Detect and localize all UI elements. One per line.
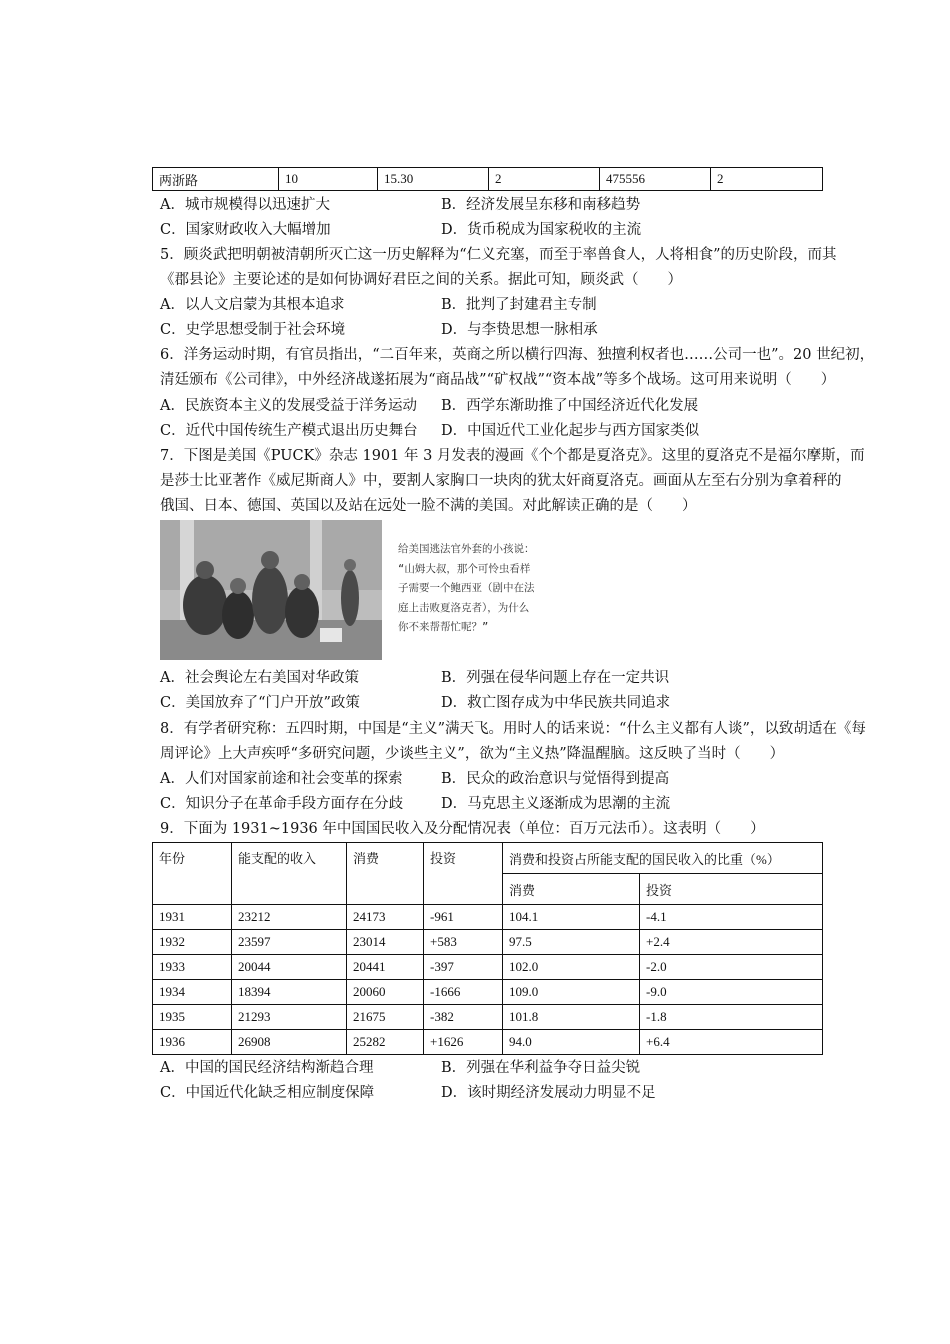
table-cell: 23597 [232, 930, 347, 955]
q5-stem-line: 《郡县论》主要论述的是如何协调好君臣之间的关系。据此可知，顾炎武（ ） [160, 272, 682, 288]
table-row [153, 1005, 823, 1030]
q6-stem-line: 清廷颁布《公司律》，中外经济战遂拓展为“商品战”“矿权战”“资本战”等多个战场。这可用来说明（ ） [160, 372, 836, 388]
table-subheader: 消费 [503, 874, 640, 905]
q8-stem-line: 8．有学者研究称：五四时期，中国是“主义”满天飞。用时人的话来说：“什么主义都有人谈”，以致胡适在《每 [160, 721, 866, 737]
table-row [153, 930, 823, 955]
table-cell: 15.30 [378, 168, 489, 191]
table-cell: -4.1 [640, 905, 823, 930]
table-cell: 2 [489, 168, 600, 191]
table-cell: -1666 [424, 980, 503, 1005]
caption-line: 庭上击败夏洛克者），为什么 [398, 601, 530, 614]
table-cell: 104.1 [503, 905, 640, 930]
table-cell: 2 [711, 168, 823, 191]
table-row [153, 905, 823, 930]
table-cell: 102.0 [503, 955, 640, 980]
table-cell: +583 [424, 930, 503, 955]
q4-option-b: B．经济发展呈东移和南移趋势 [441, 197, 641, 213]
q6-stem-line: 6．洋务运动时期，有官员指出，“二百年来，英商之所以横行四海、独擅利权者也……公司一也”。20 世纪初， [160, 347, 875, 363]
table-header: 年份 [153, 843, 232, 905]
table-cell: -961 [424, 905, 503, 930]
caption-line: 你不来帮帮忙呢？” [398, 621, 489, 633]
table-header: 能支配的收入 [232, 843, 347, 905]
q7-stem-line: 7．下图是美国《PUCK》杂志 1901 年 3 月发表的漫画《个个都是夏洛克》。这里的夏洛克不是福尔摩斯，而 [160, 448, 865, 464]
table-cell: -397 [424, 955, 503, 980]
table-cell: 101.8 [503, 1005, 640, 1030]
q9-option-b: B．列强在华利益争夺日益尖锐 [441, 1060, 641, 1076]
table-cell: +1626 [424, 1030, 503, 1055]
table-header: 消费和投资占所能支配的国民收入的比重（%） [503, 843, 823, 874]
cartoon-image [160, 520, 382, 660]
table-cell: +6.4 [640, 1030, 823, 1055]
table-cell: 109.0 [503, 980, 640, 1005]
caption-line: 给美国逃法官外套的小孩说： [398, 543, 535, 555]
table-cell: 21675 [347, 1005, 424, 1030]
table-cell: -2.0 [640, 955, 823, 980]
table-cell: 1931 [153, 905, 232, 930]
q4-option-a: A．城市规模得以迅速扩大 [160, 197, 330, 213]
table-cell: 23014 [347, 930, 424, 955]
q5-stem-line: 5．顾炎武把明朝被清朝所灭亡这一历史解释为“仁义充塞，而至于率兽食人，人将相食”的历史阶段，而其 [160, 247, 837, 263]
q8-stem-line: 周评论》上大声疾呼“多研究问题，少谈些主义”，欲为“主义热”降温醒脑。这反映了当时（ ） [160, 746, 785, 762]
table-cell: 25282 [347, 1030, 424, 1055]
q5-option-d: D．与李贽思想一脉相承 [441, 322, 598, 338]
table-subheader: 投资 [640, 874, 823, 905]
table-cell: 24173 [347, 905, 424, 930]
table-cell: 97.5 [503, 930, 640, 955]
table-cell: 两浙路 [153, 168, 279, 191]
table-header: 投资 [424, 843, 503, 905]
table-row [153, 168, 823, 191]
q7-stem-line: 是莎士比亚著作《威尼斯商人》中，要割人家胸口一块肉的犹太奸商夏洛克。画面从左至右分别为拿着秤的 [160, 473, 842, 489]
cartoon-caption [398, 540, 570, 638]
table-cell: -9.0 [640, 980, 823, 1005]
q8-option-c: C．知识分子在革命手段方面存在分歧 [160, 796, 404, 812]
table-cell: 20060 [347, 980, 424, 1005]
q7-option-a: A．社会舆论左右美国对华政策 [160, 670, 359, 686]
table-cell: 475556 [600, 168, 711, 191]
q7-option-c: C．美国放弃了“门户开放”政策 [160, 695, 360, 711]
q5-option-c: C．史学思想受制于社会环境 [160, 322, 346, 338]
q6-option-a: A．民族资本主义的发展受益于洋务运动 [160, 398, 417, 414]
table-cell: 94.0 [503, 1030, 640, 1055]
table-row [153, 955, 823, 980]
q4-option-c: C．国家财政收入大幅增加 [160, 222, 331, 238]
income-table [152, 842, 823, 1055]
table-header-row [153, 843, 823, 874]
q5-option-a: A．以人文启蒙为其根本追求 [160, 297, 345, 313]
table-cell: 20044 [232, 955, 347, 980]
q7-option-d: D．救亡图存成为中华民族共同追求 [441, 695, 671, 711]
table-cell: 20441 [347, 955, 424, 980]
q7-option-b: B．列强在侵华问题上存在一定共识 [441, 670, 670, 686]
q6-option-d: D．中国近代工业化起步与西方国家类似 [441, 423, 700, 439]
q8-option-d: D．马克思主义逐渐成为思潮的主流 [441, 796, 671, 812]
q8-option-b: B．民众的政治意识与觉悟得到提高 [441, 771, 670, 787]
caption-line: “山姆大叔，那个可怜虫看样 [398, 562, 531, 575]
q5-option-b: B．批判了封建君主专制 [441, 297, 597, 313]
table-header: 消费 [347, 843, 424, 905]
q6-option-b: B．西学东渐助推了中国经济近代化发展 [441, 398, 699, 414]
q6-option-c: C．近代中国传统生产模式退出历史舞台 [160, 423, 418, 439]
q9-option-a: A．中国的国民经济结构渐趋合理 [160, 1060, 374, 1076]
table-cell: 1933 [153, 955, 232, 980]
table-cell: 21293 [232, 1005, 347, 1030]
q4-option-d: D．货币税成为国家税收的主流 [441, 222, 642, 238]
table-cell: -1.8 [640, 1005, 823, 1030]
table-cell: 10 [279, 168, 378, 191]
table-cell: 1934 [153, 980, 232, 1005]
table-cell: -382 [424, 1005, 503, 1030]
q8-option-a: A．人们对国家前途和社会变革的探索 [160, 771, 403, 787]
q9-option-d: D．该时期经济发展动力明显不足 [441, 1085, 656, 1101]
q9-stem-line: 9．下面为 1931~1936 年中国国民收入及分配情况表（单位：百万元法币）。这表明（ ） [160, 821, 765, 837]
caption-line: 子需要一个鲍西亚（剧中在法 [398, 582, 535, 594]
table-row [153, 980, 823, 1005]
table-cell: 1936 [153, 1030, 232, 1055]
table-cell: 1935 [153, 1005, 232, 1030]
table-cell: 1932 [153, 930, 232, 955]
table-row [153, 1030, 823, 1055]
q9-option-c: C．中国近代化缺乏相应制度保障 [160, 1085, 375, 1101]
q7-stem-line: 俄国、日本、德国、英国以及站在远处一脸不满的美国。对此解读正确的是（ ） [160, 498, 697, 514]
top-table [152, 167, 823, 191]
table-cell: 26908 [232, 1030, 347, 1055]
table-cell: 23212 [232, 905, 347, 930]
table-cell: 18394 [232, 980, 347, 1005]
table-cell: +2.4 [640, 930, 823, 955]
